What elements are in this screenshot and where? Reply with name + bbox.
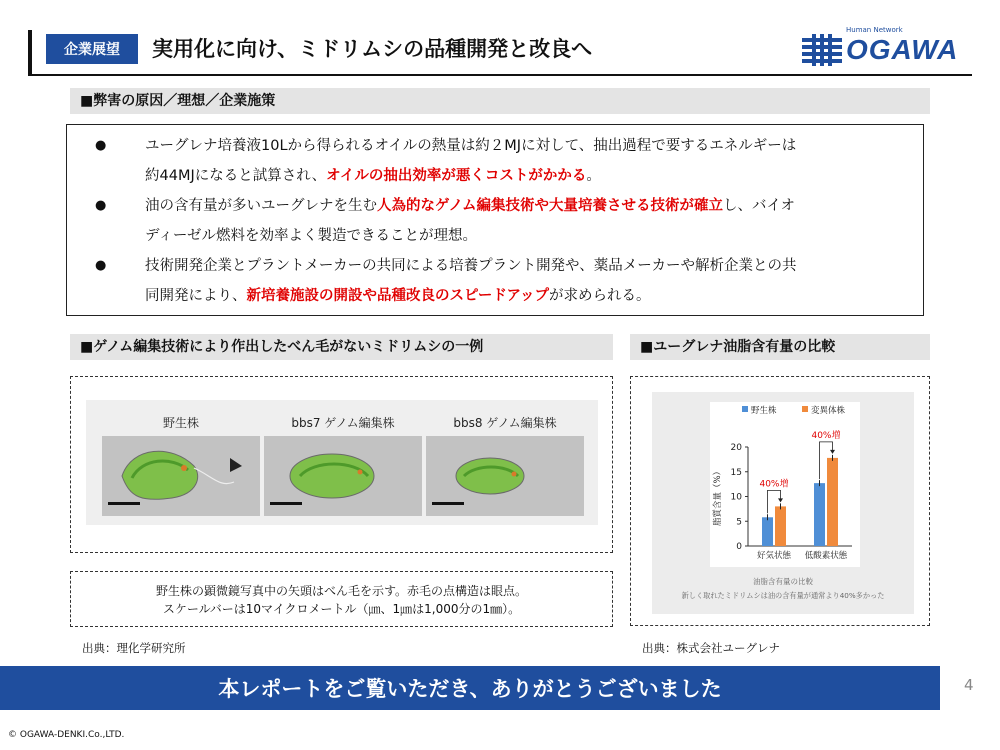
copyright: © OGAWA-DENKI.Co.,LTD. bbox=[8, 730, 125, 740]
bullet-text-plain: が求められる。 bbox=[548, 288, 651, 304]
bullet-text-highlight: 人為的なゲノム編集技術や大量培養させる技術が確立 bbox=[377, 198, 723, 214]
photo-caption-box bbox=[70, 571, 613, 627]
bullet-line: ディーゼル燃料を効率よく製造できることが理想。 bbox=[145, 228, 478, 244]
bullet-item-1 bbox=[95, 131, 895, 191]
bullet-dot-icon: ● bbox=[95, 198, 107, 213]
page-number: 4 bbox=[964, 676, 974, 694]
legend-label: 野生株 bbox=[751, 406, 777, 416]
microscope-photo-panel bbox=[86, 400, 598, 525]
caption-line-2: スケールバーは10マイクロメートル（㎛、1㎛は1,000分の1㎜）。 bbox=[162, 602, 521, 616]
legend-swatch bbox=[802, 406, 808, 412]
y-axis-label: 脂質含量（%） bbox=[713, 466, 723, 527]
bullet-text-plain: 油の含有量が多いユーグレナを生む bbox=[145, 198, 377, 214]
micrograph-wild bbox=[102, 436, 260, 516]
thank-you-banner: 本レポートをご覧いただき、ありがとうございました bbox=[0, 666, 940, 710]
bullet-dot-icon: ● bbox=[95, 138, 107, 153]
chart-caption-text: 新しく取れたミドリムシは油の含有量が通常より40%多かった bbox=[681, 591, 885, 600]
bar bbox=[762, 517, 773, 546]
bullet-item-2 bbox=[95, 191, 895, 251]
header-accent-bar bbox=[28, 30, 32, 74]
logo-tagline: Human Network bbox=[846, 26, 903, 34]
bar-chart bbox=[652, 392, 914, 614]
bullet-line: ユーグレナ培養液10Lから得られるオイルの熱量は約２MJに対して、抽出過程で要するエネルギーは bbox=[145, 138, 797, 154]
section-heading-causes: ■弊害の原因／理想／企業施策 bbox=[70, 88, 930, 114]
bullet-text-plain: し、バイオ bbox=[722, 198, 796, 214]
bullet-text-plain: 同開発により、 bbox=[145, 288, 247, 304]
header-divider bbox=[28, 74, 972, 76]
bullet-text-highlight: オイルの抽出効率が悪くコストがかかる bbox=[326, 168, 587, 184]
company-logo bbox=[800, 26, 972, 72]
source-euglena: 出典：株式会社ユーグレナ bbox=[642, 641, 780, 655]
source-riken: 出典：理化学研究所 bbox=[82, 641, 186, 655]
bullet-line bbox=[145, 191, 895, 221]
annotation-label: 40%増 bbox=[811, 430, 841, 441]
y-tick-label: 5 bbox=[736, 517, 742, 528]
y-tick-label: 0 bbox=[736, 542, 742, 552]
bullet-text-plain: 。 bbox=[586, 168, 601, 184]
section-heading-oil-content: ■ユーグレナ油脂含有量の比較 bbox=[630, 334, 930, 360]
bar bbox=[814, 483, 825, 546]
bullet-line bbox=[145, 281, 895, 311]
logo-mark-icon bbox=[800, 32, 844, 66]
micrograph-bbs7 bbox=[264, 436, 422, 516]
chart-caption-title: 油脂含有量の比較 bbox=[753, 577, 813, 586]
category-badge: 企業展望 bbox=[46, 34, 138, 64]
y-tick-label: 20 bbox=[730, 443, 742, 453]
chart-panel bbox=[652, 392, 914, 614]
bullet-box bbox=[66, 124, 924, 316]
legend-swatch bbox=[742, 406, 748, 412]
x-tick-label: 好気状態 bbox=[756, 551, 792, 561]
annotation-label: 40%増 bbox=[759, 479, 789, 490]
legend-label: 変異体株 bbox=[811, 406, 846, 416]
photo-label-wild: 野生株 bbox=[162, 416, 199, 430]
page-title: 実用化に向け、ミドリムシの品種開発と改良へ bbox=[152, 37, 593, 61]
section-heading-genome: ■ゲノム編集技術により作出したべん毛がないミドリムシの一例 bbox=[70, 334, 613, 360]
logo-text: OGAWA bbox=[846, 34, 959, 65]
bullet-item-3 bbox=[95, 251, 895, 311]
bar bbox=[775, 506, 786, 546]
bullet-line: 技術開発企業とプラントメーカーの共同による培養プラント開発や、薬品メーカーや解析企業との共 bbox=[145, 258, 797, 274]
bullet-line bbox=[145, 161, 895, 191]
photo-label-bbs8: bbs8 ゲノム編集株 bbox=[453, 416, 557, 430]
bullet-dot-icon: ● bbox=[95, 258, 107, 273]
photo-label-bbs7: bbs7 ゲノム編集株 bbox=[291, 416, 395, 430]
micrograph-bbs8 bbox=[426, 436, 584, 516]
bullet-text-highlight: 新培養施設の開設や品種改良のスピードアップ bbox=[246, 288, 549, 304]
bar bbox=[827, 458, 838, 546]
x-tick-label: 低酸素状態 bbox=[804, 551, 848, 561]
y-tick-label: 10 bbox=[730, 492, 742, 503]
caption-line-1: 野生株の顕微鏡写真中の矢頭はべん毛を示す。赤毛の点構造は眼点。 bbox=[155, 584, 528, 598]
bullet-text-plain: 約44MJになると試算され、 bbox=[145, 168, 327, 184]
y-tick-label: 15 bbox=[730, 467, 742, 478]
